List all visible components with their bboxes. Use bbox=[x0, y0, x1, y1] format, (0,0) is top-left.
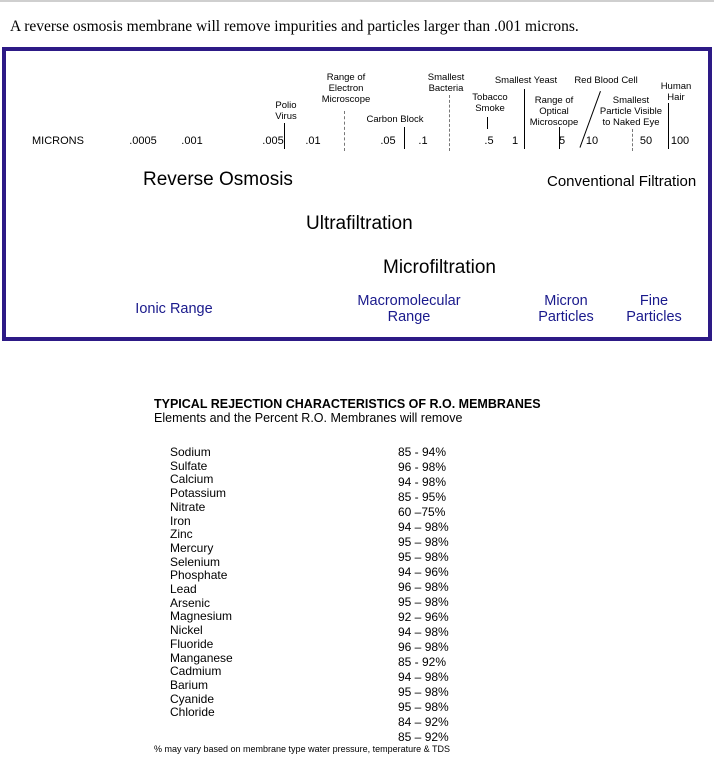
micron-value: 50 bbox=[639, 135, 653, 147]
label-smallest-yeast: Smallest Yeast bbox=[494, 75, 558, 86]
element-percent: 95 – 98% bbox=[398, 595, 449, 609]
element-percent: 60 –75% bbox=[398, 505, 446, 519]
range-conventional-filtration: Conventional Filtration bbox=[547, 173, 697, 190]
rejection-subtitle: Elements and the Percent R.O. Membranes will remove bbox=[154, 411, 463, 425]
micron-value: .0005 bbox=[129, 135, 157, 147]
filtration-spectrum-chart bbox=[2, 47, 712, 341]
label-electron-microscope: Range of Electron Microscope bbox=[321, 72, 371, 105]
element-name: Mercury bbox=[170, 540, 214, 555]
label-tobacco-smoke: Tobacco Smoke bbox=[472, 92, 508, 114]
element-percent: 94 - 98% bbox=[398, 475, 447, 489]
axis-name: MICRONS bbox=[32, 135, 84, 147]
top-divider bbox=[0, 0, 714, 2]
label-carbon-block: Carbon Block bbox=[366, 114, 424, 125]
micron-value: 5 bbox=[558, 135, 566, 147]
label-human-hair: Human Hair bbox=[660, 81, 692, 103]
micron-value: .001 bbox=[181, 135, 203, 147]
element-name: Nitrate bbox=[170, 499, 206, 514]
intro-text: A reverse osmosis membrane will remove impurities and particles larger than .001 microns. bbox=[10, 18, 579, 35]
element-percent: 84 – 92% bbox=[398, 715, 449, 729]
element-name: Zinc bbox=[170, 527, 193, 542]
element-name: Phosphate bbox=[170, 568, 228, 583]
micron-axis bbox=[6, 135, 708, 149]
micron-value: 10 bbox=[585, 135, 599, 147]
element-name: Chloride bbox=[170, 705, 215, 720]
element-percent: 85 - 94% bbox=[398, 445, 447, 459]
element-name: Cadmium bbox=[170, 664, 222, 679]
element-name: Iron bbox=[170, 513, 191, 528]
element-name: Selenium bbox=[170, 554, 221, 569]
range-microfiltration: Microfiltration bbox=[383, 257, 496, 278]
element-percent: 95 – 98% bbox=[398, 700, 449, 714]
range-reverse-osmosis: Reverse Osmosis bbox=[143, 169, 293, 190]
element-percent: 95 – 98% bbox=[398, 550, 449, 564]
particle-fine-particles: Fine Particles bbox=[626, 293, 682, 325]
element-percent: 96 – 98% bbox=[398, 640, 449, 654]
rejection-note: % may vary based on membrane type water pressure, temperature & TDS bbox=[154, 744, 450, 754]
element-percent: 96 - 98% bbox=[398, 460, 447, 474]
element-percent: 94 – 98% bbox=[398, 625, 449, 639]
particle-ionic-range: Ionic Range bbox=[135, 301, 213, 317]
tick-tobacco bbox=[487, 117, 488, 129]
element-name: Fluoride bbox=[170, 636, 214, 651]
element-name: Barium bbox=[170, 677, 209, 692]
micron-value: .005 bbox=[262, 135, 284, 147]
particle-macromolecular-range: Macromolecular Range bbox=[357, 293, 461, 325]
element-percent: 95 – 98% bbox=[398, 685, 449, 699]
label-smallest-bacteria: Smallest Bacteria bbox=[427, 72, 465, 94]
micron-value: .1 bbox=[418, 135, 428, 147]
element-percent: 85 – 92% bbox=[398, 730, 449, 744]
element-name: Sodium bbox=[170, 445, 211, 459]
element-percent: 95 – 98% bbox=[398, 535, 449, 549]
micron-value: 1 bbox=[511, 135, 519, 147]
label-red-blood-cell: Red Blood Cell bbox=[574, 75, 638, 86]
rejection-title: TYPICAL REJECTION CHARACTERISTICS OF R.O. MEMBRANES bbox=[154, 397, 541, 411]
element-name: Manganese bbox=[170, 650, 233, 665]
element-name: Nickel bbox=[170, 623, 203, 638]
label-optical-microscope: Range of Optical Microscope bbox=[529, 95, 579, 128]
element-name: Magnesium bbox=[170, 609, 233, 624]
label-polio-virus: Polio Virus bbox=[275, 100, 297, 122]
micron-value: .5 bbox=[484, 135, 494, 147]
element-name: Calcium bbox=[170, 472, 214, 487]
element-name: Arsenic bbox=[170, 595, 211, 610]
micron-value: .01 bbox=[305, 135, 321, 147]
element-percent: 85 - 95% bbox=[398, 490, 447, 504]
element-percent: 94 – 98% bbox=[398, 670, 449, 684]
rejection-header bbox=[154, 397, 541, 425]
element-percent: 96 – 98% bbox=[398, 580, 449, 594]
element-name: Potassium bbox=[170, 486, 227, 501]
micron-value: 100 bbox=[670, 135, 690, 147]
element-percent: 85 - 92% bbox=[398, 655, 447, 669]
element-percent: 94 – 96% bbox=[398, 565, 449, 579]
range-ultrafiltration: Ultrafiltration bbox=[306, 213, 413, 234]
element-percent: 92 – 96% bbox=[398, 610, 449, 624]
element-name: Sulfate bbox=[170, 458, 208, 473]
element-percent: 94 – 98% bbox=[398, 520, 449, 534]
particle-micron-particles: Micron Particles bbox=[538, 293, 594, 325]
micron-value: .05 bbox=[380, 135, 396, 147]
element-name: Cyanide bbox=[170, 691, 215, 706]
label-naked-eye: Smallest Particle Visible to Naked Eye bbox=[599, 95, 663, 128]
element-name: Lead bbox=[170, 582, 197, 596]
